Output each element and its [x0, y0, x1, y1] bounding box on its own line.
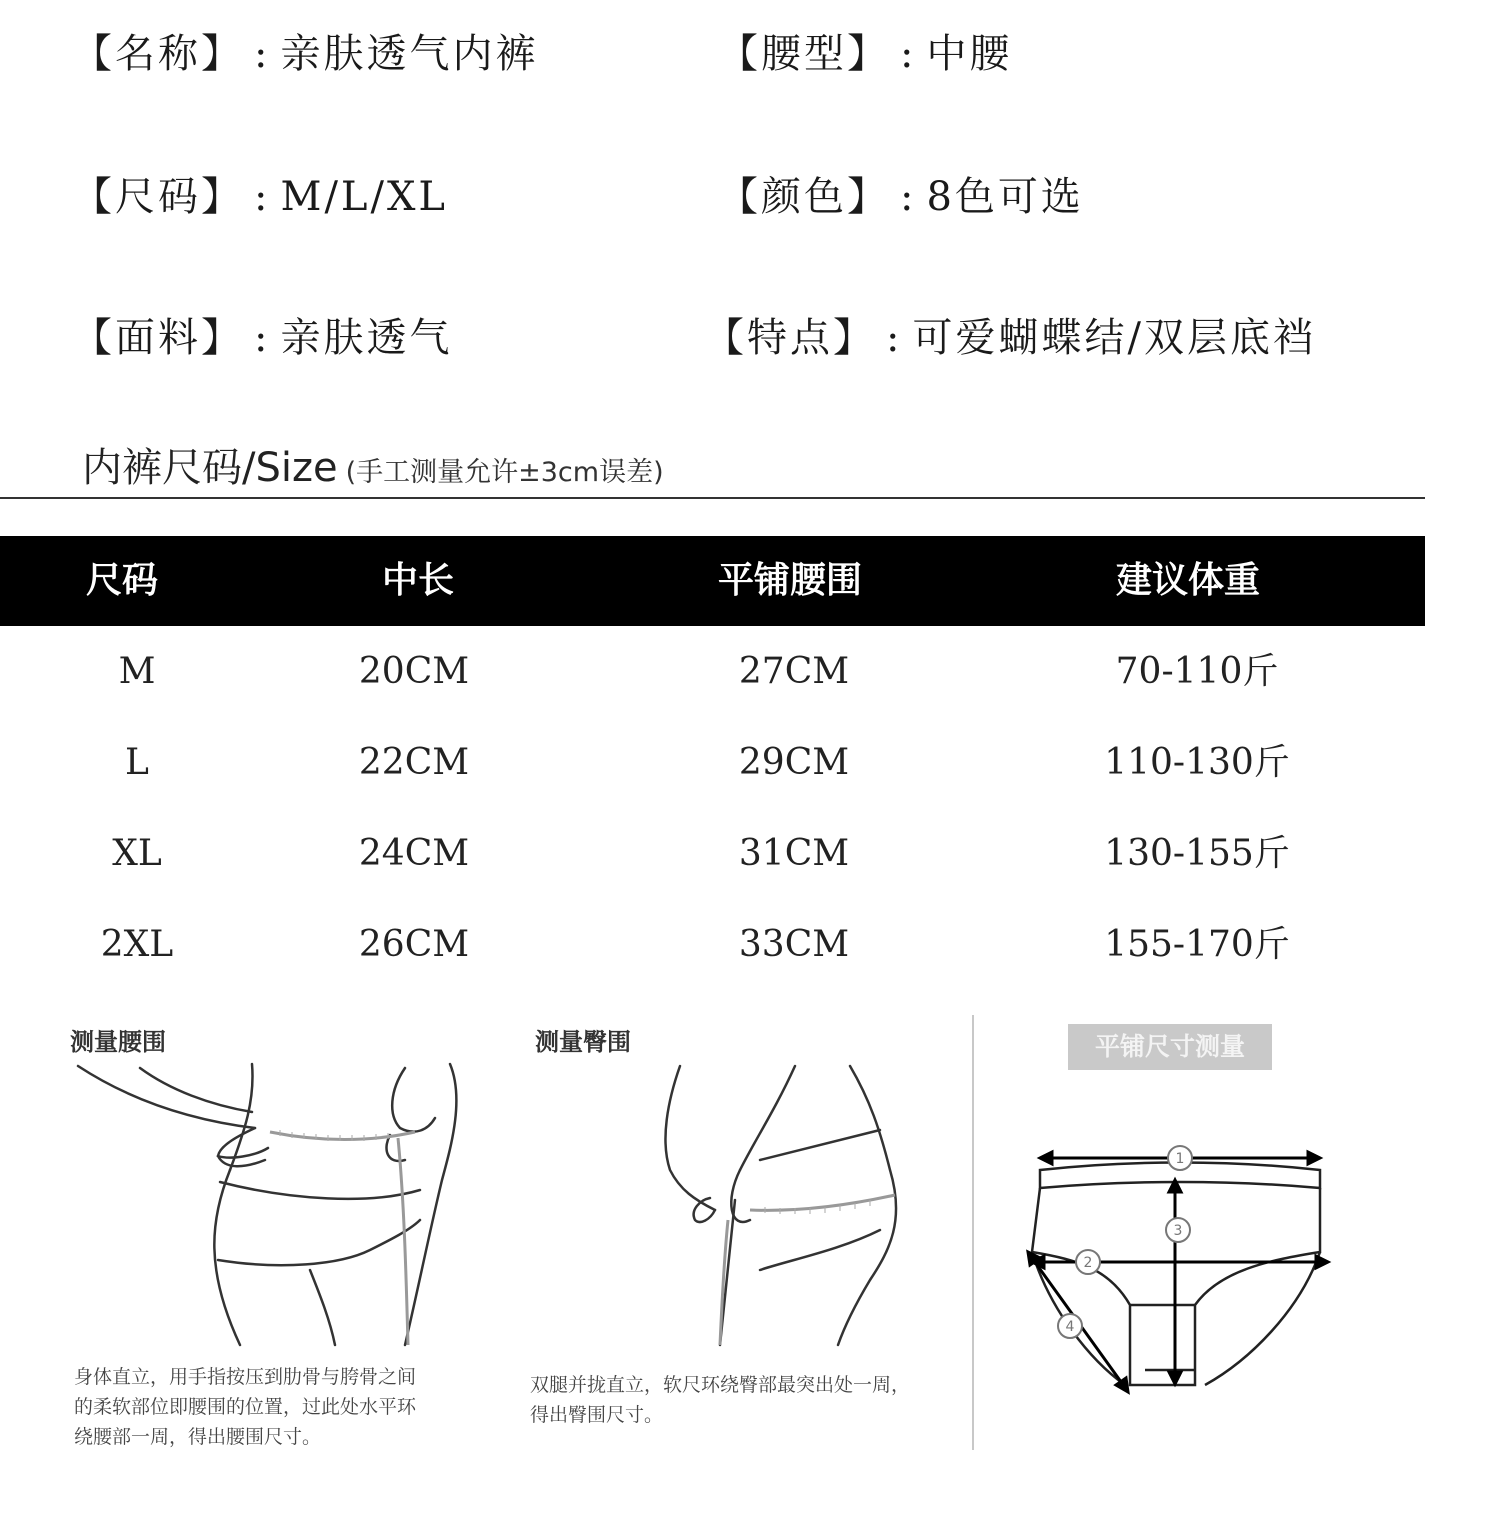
marker-4: 4 [1065, 1319, 1075, 1335]
spec-label: 【 腰型 】 [718, 31, 890, 77]
spec-value: 8色可选 [926, 174, 1084, 220]
spec-name [72, 22, 538, 79]
cell-weight: 110-130斤 [1104, 742, 1290, 783]
spec-waist-type [718, 22, 1012, 79]
cell-length: 22CM [358, 742, 470, 783]
spec-label: 【 面料 】 [72, 315, 244, 361]
spec-value: 亲肤透气内裤 [280, 31, 539, 77]
spec-value: 中腰 [926, 31, 1013, 77]
marker-2: 2 [1083, 1255, 1093, 1271]
caption-line: 得出臀围尺寸。 [530, 1404, 664, 1426]
caption-line: 双腿并拢直立，软尺环绕臀部最突出处一周， [530, 1374, 911, 1396]
caption-line: 绕腰部一周，得出腰围尺寸。 [74, 1426, 322, 1448]
header-waist: 平铺腰围 [717, 560, 863, 601]
spec-separator: : [254, 31, 271, 77]
cell-length: 26CM [358, 924, 470, 965]
spec-value: 可爱蝴蝶结/双层底裆 [912, 315, 1316, 361]
cell-weight: 70-110斤 [1115, 651, 1279, 692]
spec-separator: : [254, 174, 271, 220]
waist-measure-illustration [70, 1060, 470, 1350]
cell-waist: 29CM [738, 742, 850, 783]
spec-feature [704, 306, 1316, 363]
cell-size: L [125, 742, 149, 783]
marker-1: 1 [1175, 1151, 1185, 1167]
caption-line: 身体直立，用手指按压到肋骨与胯骨之间 [74, 1366, 417, 1388]
spec-separator: : [886, 315, 903, 361]
size-title-text: 内裤尺码/Size [82, 445, 338, 491]
spec-value: 亲肤透气 [280, 315, 453, 361]
cell-waist: 27CM [738, 651, 850, 692]
cell-length: 24CM [358, 833, 470, 874]
title-divider [0, 497, 1425, 499]
header-weight: 建议体重 [1115, 560, 1261, 601]
table-row [0, 717, 1425, 808]
table-row [0, 808, 1425, 899]
marker-3: 3 [1173, 1223, 1183, 1239]
waist-measure-title: 测量腰围 [70, 1028, 166, 1056]
spec-label: 【 名称 】 [72, 31, 244, 77]
cell-size: XL [112, 833, 162, 874]
table-header [0, 536, 1425, 626]
spec-label: 【 尺码 】 [72, 174, 244, 220]
spec-label: 【 颜色 】 [718, 174, 890, 220]
size-table [0, 536, 1425, 990]
flat-measure-title: 平铺尺寸测量 [1068, 1024, 1272, 1070]
cell-size: M [118, 651, 156, 692]
header-length: 中长 [381, 560, 455, 601]
spec-fabric [72, 306, 452, 363]
table-row [0, 626, 1425, 717]
cell-weight: 130-155斤 [1104, 833, 1290, 874]
cell-weight: 155-170斤 [1104, 924, 1290, 965]
cell-length: 20CM [358, 651, 470, 692]
table-row [0, 899, 1425, 990]
caption-line: 的柔软部位即腰围的位置，过此处水平环 [74, 1396, 417, 1418]
header-size: 尺码 [85, 560, 159, 601]
panel-divider [972, 1015, 974, 1450]
spec-separator: : [900, 31, 917, 77]
hip-caption [530, 1370, 910, 1430]
hip-measure-title: 测量臀围 [535, 1028, 631, 1056]
cell-waist: 31CM [738, 833, 850, 874]
hip-measure-illustration [640, 1060, 920, 1350]
spec-separator: : [254, 315, 271, 361]
flat-measure-diagram [1020, 1140, 1340, 1400]
spec-color [718, 165, 1084, 222]
spec-value: M/L/XL [280, 174, 448, 220]
spec-label: 【 特点 】 [704, 315, 876, 361]
waist-caption [74, 1362, 416, 1452]
spec-size [72, 165, 448, 222]
spec-separator: : [900, 174, 917, 220]
size-note: (手工测量允许±3cm误差) [345, 457, 664, 488]
cell-size: 2XL [100, 924, 174, 965]
cell-waist: 33CM [738, 924, 850, 965]
size-section-title [82, 436, 664, 493]
